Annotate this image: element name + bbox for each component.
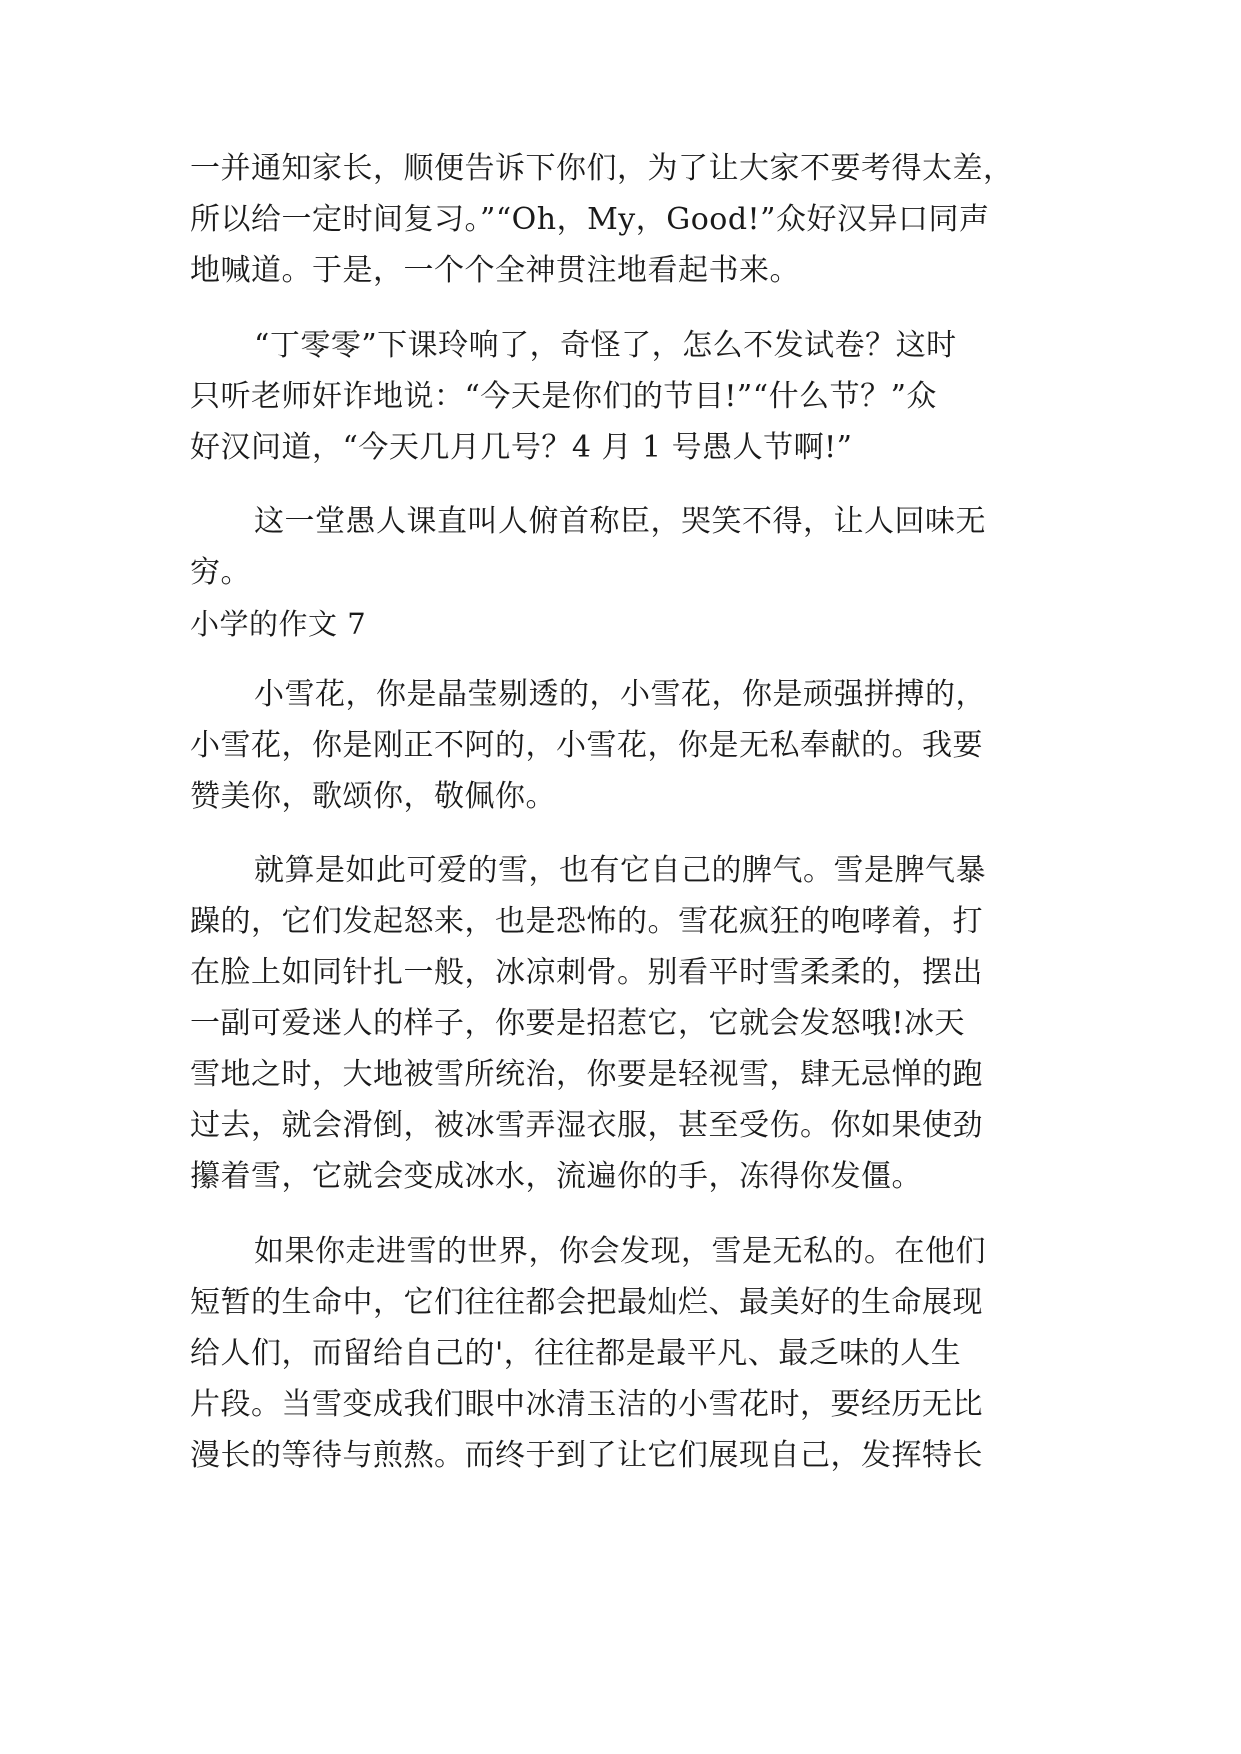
text-line: 穷。 <box>190 555 251 590</box>
text-line: 给人们，而留给自己的'，往往都是最平凡、最乏味的人生 <box>190 1336 962 1371</box>
section-heading: 小学的作文 7 <box>190 607 367 641</box>
paragraph-first-line: “丁零零”下课玲响了，奇怪了，怎么不发试卷？这时 <box>254 328 957 363</box>
text-line: 一并通知家长，顺便告诉下你们，为了让大家不要考得太差， <box>190 151 1014 186</box>
text-line: 攥着雪，它就会变成冰水，流遍你的手，冻得你发僵。 <box>190 1159 922 1194</box>
text-line: 躁的，它们发起怒来，也是恐怖的。雪花疯狂的咆哮着，打 <box>190 904 983 939</box>
paragraph-first-line: 这一堂愚人课直叫人俯首称臣，哭笑不得，让人回味无 <box>254 504 986 539</box>
paragraph-first-line: 就算是如此可爱的雪，也有它自己的脾气。雪是脾气暴 <box>254 853 986 888</box>
text-line: 小雪花，你是刚正不阿的，小雪花，你是无私奉献的。我要 <box>190 728 983 763</box>
text-line: 过去，就会滑倒，被冰雪弄湿衣服，甚至受伤。你如果使劲 <box>190 1108 983 1143</box>
paragraph-first-line: 小雪花，你是晶莹剔透的，小雪花，你是顽强拼搏的， <box>254 677 986 712</box>
text-line: 一副可爱迷人的样子，你要是招惹它，它就会发怒哦!冰天 <box>190 1006 966 1041</box>
text-line: 所以给一定时间复习。”“Oh，My，Good!”众好汉异口同声 <box>190 202 990 237</box>
text-line: 雪地之时，大地被雪所统治，你要是轻视雪，肆无忌惮的跑 <box>190 1057 983 1092</box>
paragraph-first-line: 如果你走进雪的世界，你会发现，雪是无私的。在他们 <box>254 1234 986 1269</box>
text-line: 在脸上如同针扎一般，冰凉刺骨。别看平时雪柔柔的，摆出 <box>190 955 983 990</box>
text-line: 只听老师奸诈地说：“今天是你们的节目!”“什么节？”众 <box>190 379 937 414</box>
text-line: 地喊道。于是，一个个全神贯注地看起书来。 <box>190 253 800 288</box>
text-line: 短暂的生命中，它们往往都会把最灿烂、最美好的生命展现 <box>190 1285 983 1320</box>
text-line: 赞美你，歌颂你，敬佩你。 <box>190 779 556 814</box>
text-line: 好汉问道，“今天几月几号？4 月 1 号愚人节啊!” <box>190 430 853 465</box>
text-line: 片段。当雪变成我们眼中冰清玉洁的小雪花时，要经历无比 <box>190 1387 983 1422</box>
text-line: 漫长的等待与煎熬。而终于到了让它们展现自己，发挥特长 <box>190 1438 983 1473</box>
